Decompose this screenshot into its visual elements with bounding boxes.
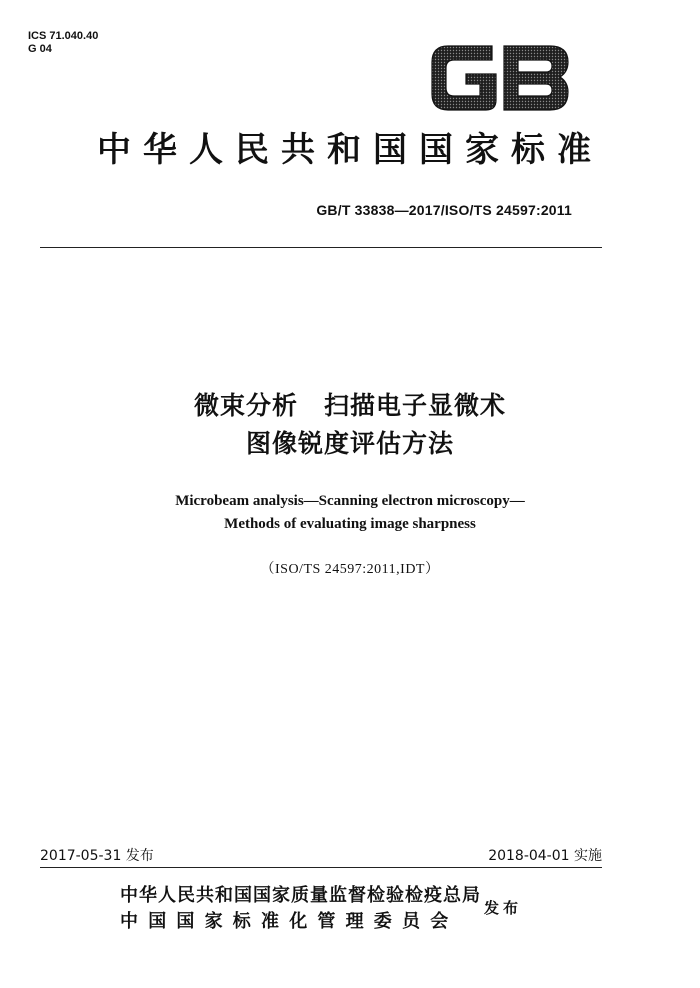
english-title-line2: Methods of evaluating image sharpness	[224, 516, 476, 532]
publish-label: 发布	[484, 899, 523, 917]
standard-number: GB/T 33838—2017/ISO/TS 24597:2011	[316, 202, 572, 218]
iso-equivalence: （ISO/TS 24597:2011,IDT）	[260, 562, 440, 577]
chinese-title-line1: 微束分析 扫描电子显微术	[193, 391, 506, 420]
ics-code: ICS 71.040.40	[28, 30, 99, 42]
issuer-line2: 中国国家标准化管理委员会	[120, 911, 459, 932]
english-title-line1: Microbeam analysis—Scanning electron microscopy—	[175, 493, 525, 509]
ccs-code: G 04	[28, 43, 52, 55]
classification-codes	[28, 30, 98, 56]
gb-logo	[428, 40, 572, 116]
issue-date: 2017-05-31 发布	[40, 848, 154, 864]
implementation-date: 2018-04-01 实施	[488, 848, 602, 864]
chinese-title-line2: 图像锐度评估方法	[245, 429, 454, 458]
bottom-divider	[40, 867, 602, 868]
top-divider	[40, 247, 602, 248]
issuer-line1: 中华人民共和国国家质量监督检验检疫总局	[120, 885, 481, 906]
national-standard-title: 中华人民共和国国家标准	[97, 130, 603, 170]
